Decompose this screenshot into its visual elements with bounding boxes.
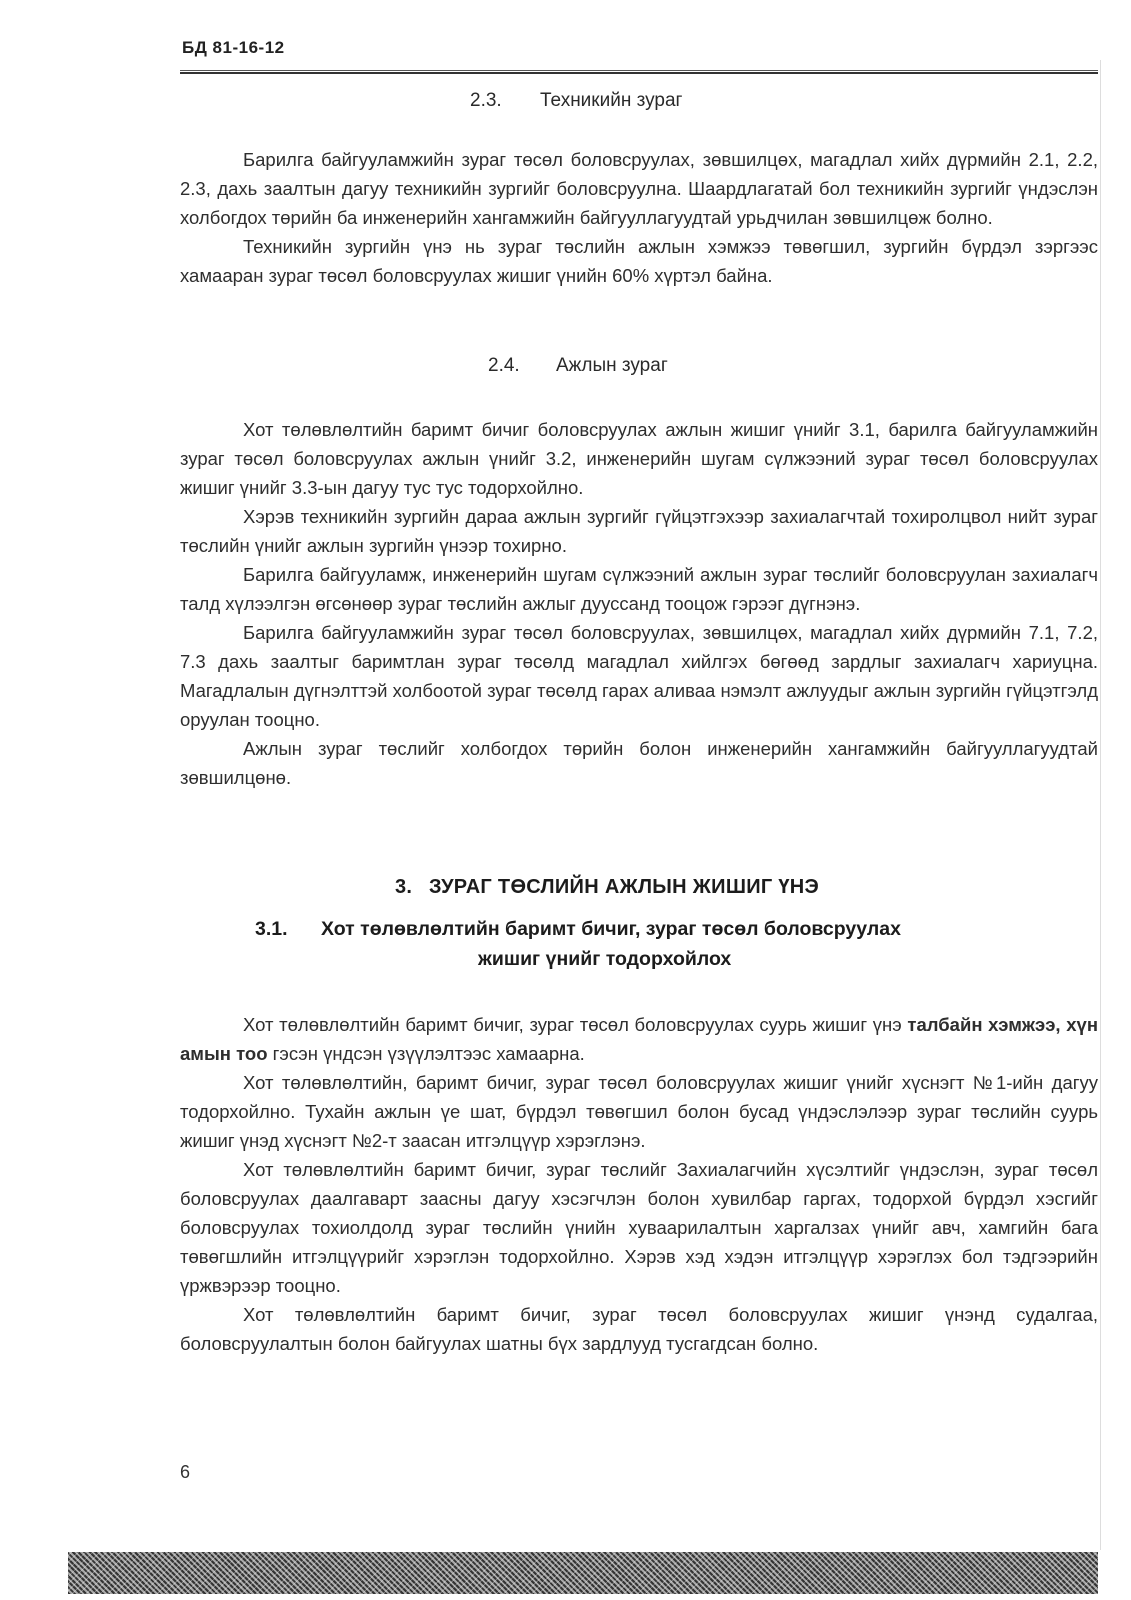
heading-2-3-title: Техникийн зураг — [540, 90, 683, 111]
paragraph: Техникийн зургийн үнэ нь зураг төслийн ажлын хэмжээ төвөгшил, зургийн бүрдэл зэргээс хамааран зураг төсөл боловсруулах жишиг үнийн 60% хүртэл байна. — [180, 236, 1098, 286]
page-number: 6 — [180, 1462, 191, 1482]
paragraph-end: гэсэн үндсэн үзүүлэлтээс хамаарна. — [267, 1043, 585, 1064]
section-3-number: 3. — [395, 876, 413, 898]
heading-3-1-line1: Хот төлөвлөлтийн баримт бичиг, зураг төсөл боловсруулах — [321, 918, 901, 940]
paragraph-start: Хот төлөвлөлтийн баримт бичиг, зураг төсөл боловсруулах суурь жишиг үнэ — [243, 1014, 908, 1035]
scan-artifact-band — [68, 1552, 1098, 1594]
header-rule — [180, 70, 1098, 74]
paragraph: Барилга байгууламж, инженерийн шугам сүлжээний ажлын зураг төслийг боловсруулан захиалагч талд хүлээлгэн өгсөнөөр зураг төслийн ажлыг дууссанд тооцож гэрээг дүгнэнэ. — [180, 564, 1098, 614]
paragraph: Хот төлөвлөлтийн баримт бичиг боловсруулах ажлын жишиг үнийг 3.1, барилга байгууламжийн зураг төсөл боловсруулах ажлын үнийг 3.2, инженерийн шугам сүлжээний зураг төсөл боловсруулах жишиг үнийг 3.3-ын дагуу тус тус тодорхойлно. — [180, 419, 1098, 498]
paragraph: Хот төлөвлөлтийн баримт бичиг, зураг төслийг Захиалагчийн хүсэлтийг үндэслэн, зураг төсөл боловсруулах даалгаварт заасны дагуу хэсэгчлэн болон хувилбар гаргах, тодорхой бүрдэл хэсгийг боловсруулах тохиолдолд зураг төслийн үнийн хуваарилалтын харгалзах үнийг авч, хамгийн бага төвөгшлийн итгэлцүүрийг хэрэглэн тодорхойлно. Хэрэв хэд хэдэн итгэлцүүр хэрэглэх бол тэдгээрийн үржвэрээр тооцно. — [180, 1159, 1098, 1296]
paragraph — [180, 1010, 1098, 1068]
heading-2-3-number: 2.3. — [470, 90, 502, 111]
section-3-title-text: ЗУРАГ ТӨСЛИЙН АЖЛЫН ЖИШИГ ҮНЭ — [429, 876, 820, 898]
heading-3-1 — [255, 918, 901, 941]
paragraph: Хот төлөвлөлтийн баримт бичиг, зураг төсөл боловсруулах жишиг үнэнд судалгаа, боловсруулалтын болон байгуулах шатны бүх зардлууд тусгагдсан болно. — [180, 1304, 1098, 1354]
heading-2-4-number: 2.4. — [488, 355, 520, 376]
paragraph-bold: талбайн хэмжээ, хүн амын тоо — [180, 1014, 1098, 1064]
paragraph: Барилга байгууламжийн зураг төсөл боловсруулах, зөвшилцөх, магадлал хийх дүрмийн 7.1, 7.2, 7.3 дахь заалтыг баримтлан зураг төсөлд магадлал хийлгэх бөгөөд зардлыг захиалагч хариуцна. Магадлалын дүгнэлттэй холбоотой зураг төсөлд гарах аливаа нэмэлт ажлуудыг ажлын зургийн гүйцэтгэлд оруулан тооцно. — [180, 622, 1098, 730]
paragraph: Хэрэв техникийн зургийн дараа ажлын зургийг гүйцэтгэхээр захиалагчтай тохиролцвол нийт зураг төслийн үнийг ажлын зургийн үнээр тохирно. — [180, 506, 1098, 556]
scan-edge — [1100, 60, 1101, 1550]
heading-2-3 — [470, 90, 682, 112]
paragraph: Хот төлөвлөлтийн, баримт бичиг, зураг төсөл боловсруулах жишиг үнийг хүснэгт №1-ийн дагуу тодорхойлно. Тухайн ажлын үе шат, бүрдэл төвөгшил болон бусад үндэслэлээр зураг төслийн суурь жишиг үнэд хүснэгт №2-т заасан итгэлцүүр хэрэглэнэ. — [180, 1072, 1098, 1151]
heading-2-4-title: Ажлын зураг — [556, 355, 668, 376]
section-2-4-body — [180, 415, 1098, 792]
paragraph: Барилга байгууламжийн зураг төсөл боловсруулах, зөвшилцөх, магадлал хийх дүрмийн 2.1, 2.2, 2.3, дахь заалтын дагуу техникийн зургийг боловсруулна. Шаардлагатай бол техникийн зургийг үндэслэн холбогдох төрийн ба инженерийн хангамжийн байгууллагуудтай урьдчилан зөвшилцөж болно. — [180, 149, 1098, 228]
paragraph: Ажлын зураг төслийг холбогдох төрийн болон инженерийн хангамжийн байгууллагуудтай зөвшилцөнө. — [180, 738, 1098, 788]
section-3-title — [395, 876, 819, 899]
heading-3-1-number: 3.1. — [255, 918, 288, 940]
heading-3-1-line2: жишиг үнийг тодорхойлох — [478, 948, 732, 970]
document-code: БД 81-16-12 — [182, 38, 285, 57]
section-2-3-body — [180, 145, 1098, 290]
heading-2-4 — [488, 355, 668, 377]
section-3-1-body — [180, 1010, 1098, 1358]
